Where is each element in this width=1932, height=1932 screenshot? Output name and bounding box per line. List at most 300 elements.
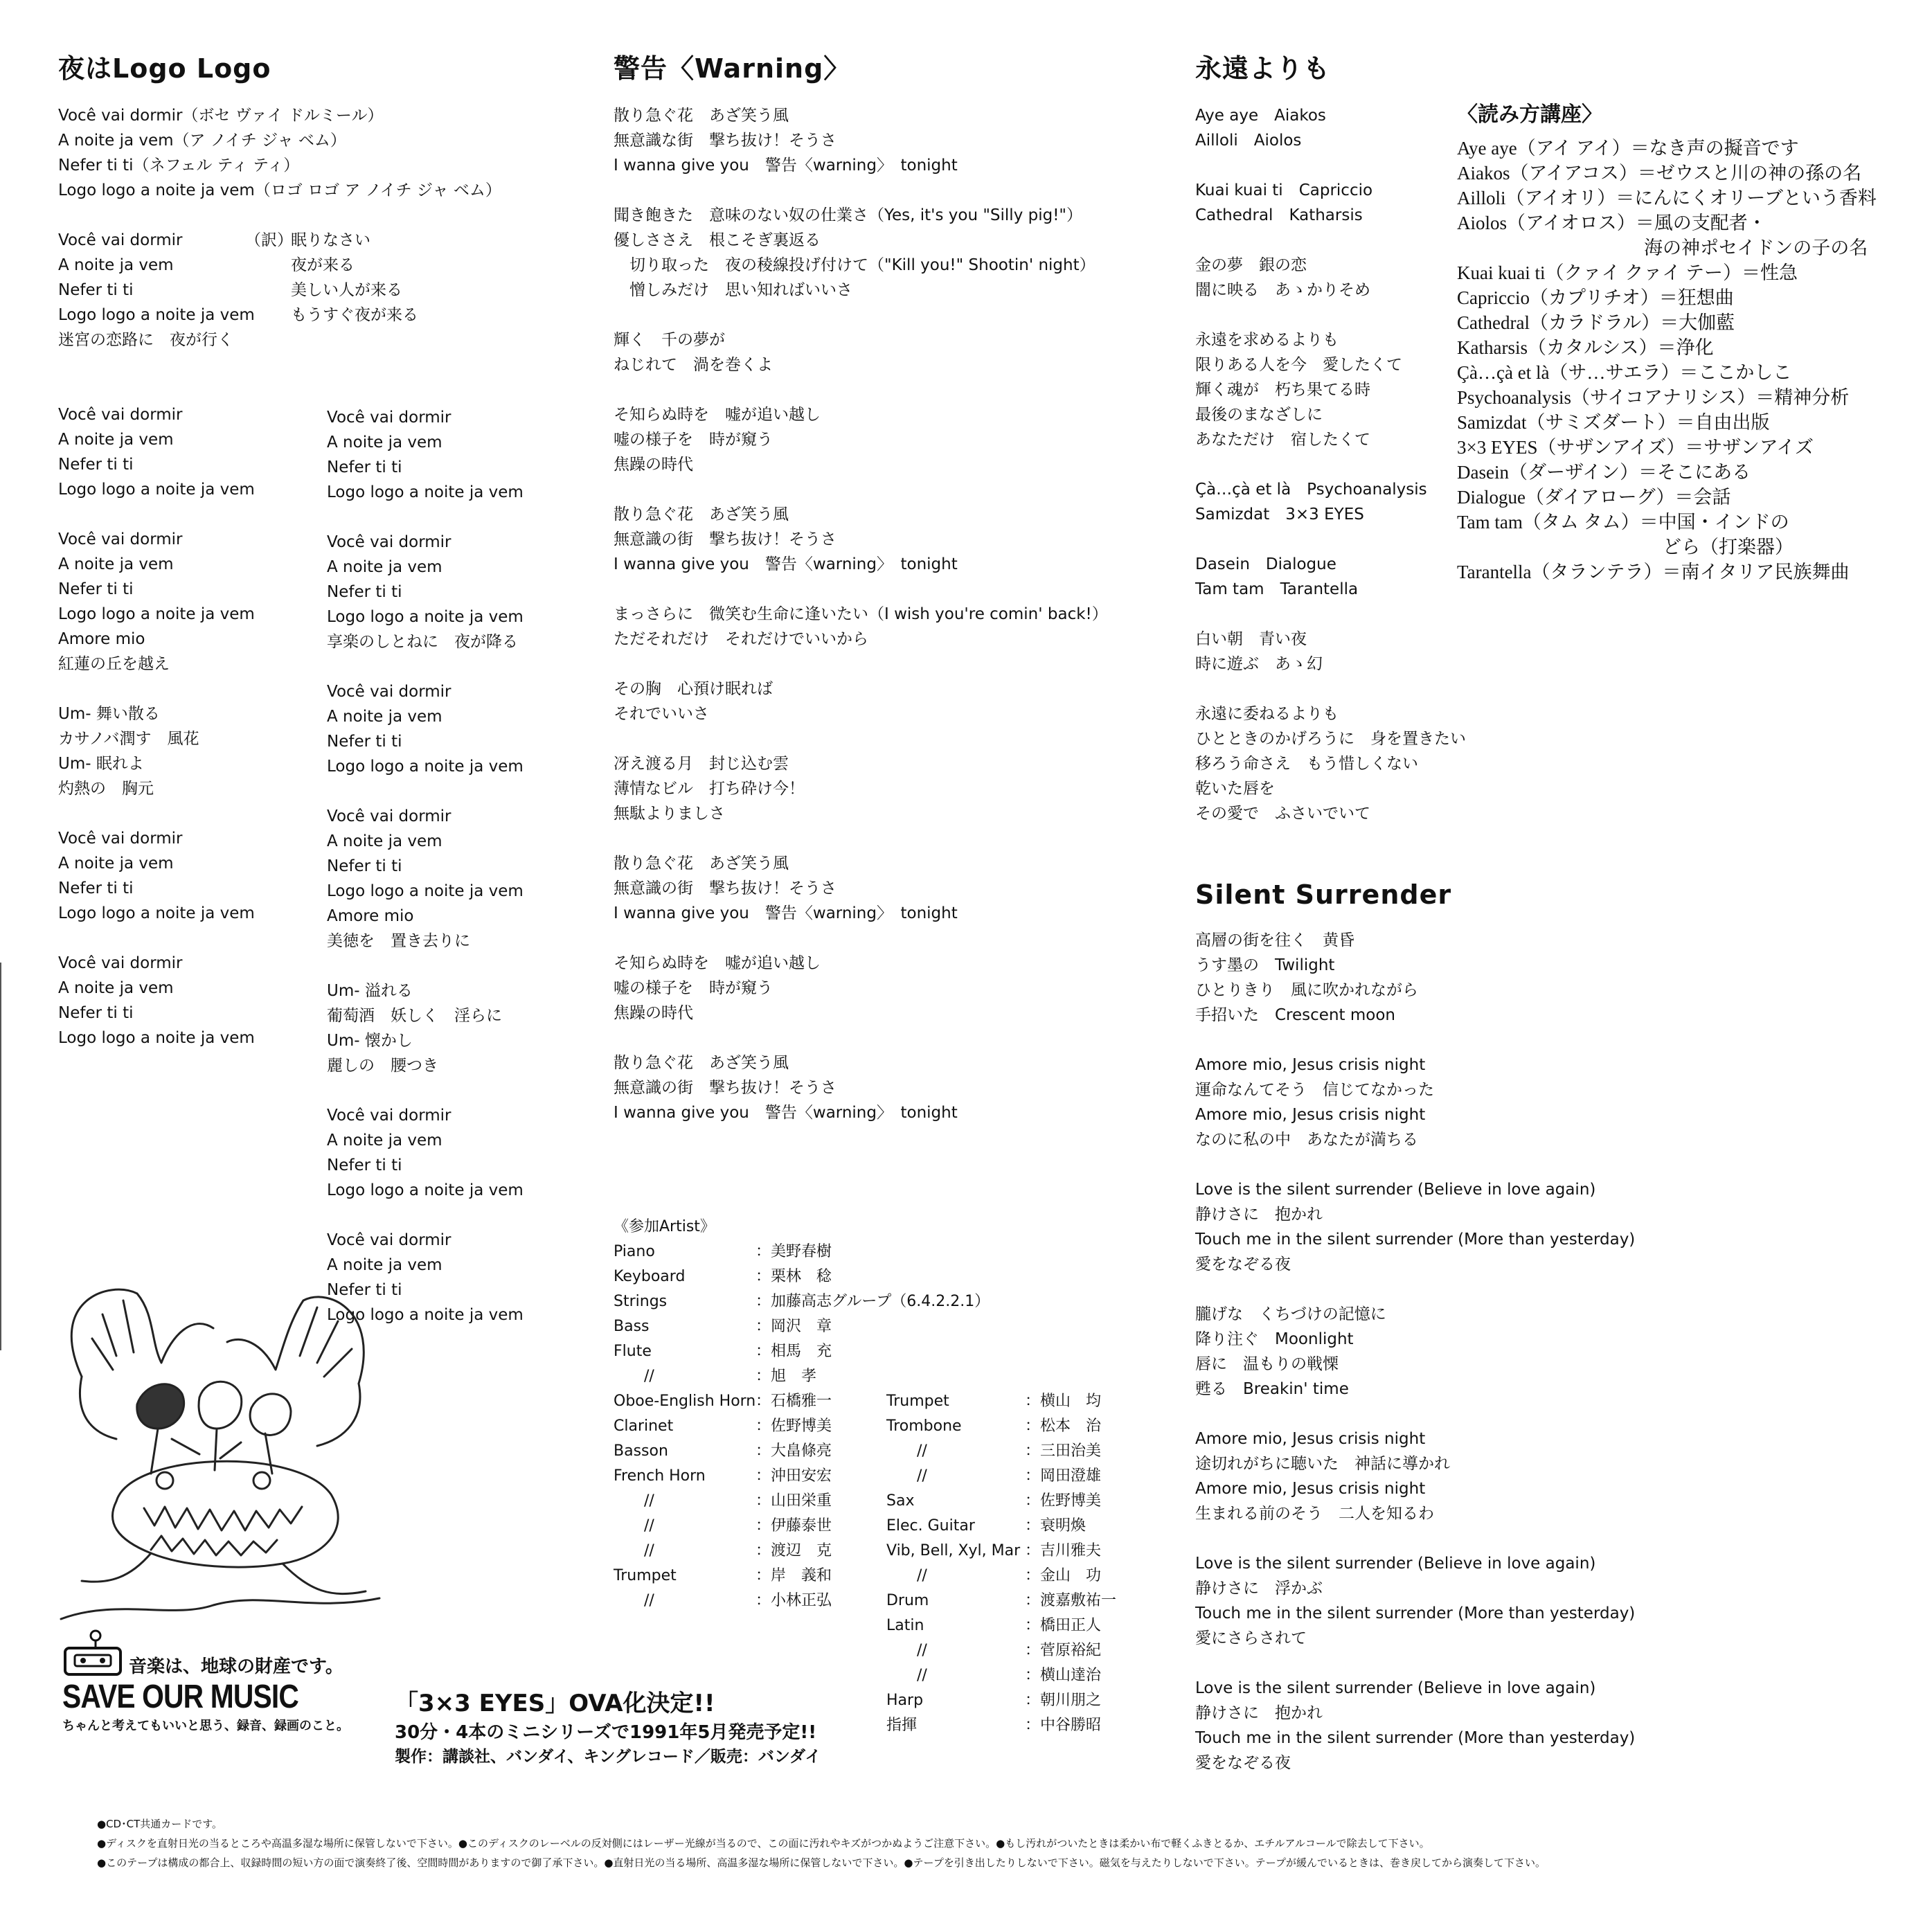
- credit-name: ：岡田澄雄: [1025, 1467, 1102, 1485]
- lyric-line: Touch me in the silent surrender (More than yesterday): [1195, 1729, 1636, 1747]
- song1-section: [58, 47, 584, 1324]
- care-notes: [97, 1814, 1546, 1872]
- credit-row: [614, 1364, 990, 1389]
- lyric-line: Logo logo a noite ja vem: [327, 483, 524, 501]
- glossary-entry: Cathedral（カラドラル）＝大伽藍: [1457, 312, 1735, 333]
- ova-release: 30分・4本のミニシリーズで1991年5月発売予定!!: [395, 1722, 817, 1743]
- lyric-line: ひとりきり 風に吹かれながら: [1195, 981, 1418, 999]
- credit-name: ：石橋雅一: [755, 1393, 832, 1410]
- credit-role: Latin: [886, 1617, 924, 1634]
- glossary-entry: Aye aye（アイ アイ）＝なき声の擬音です: [1457, 138, 1799, 159]
- credit-role: //: [886, 1442, 927, 1460]
- lyric-line: Love is the silent surrender (Believe in love again): [1195, 1181, 1596, 1199]
- credit-name: ：吉川雅夫: [1025, 1542, 1102, 1559]
- lyric-line: 途切れがちに聴いた 神話に導かれ: [1195, 1455, 1450, 1473]
- credit-role: Flute: [614, 1343, 652, 1360]
- lyric-line: Você vai dormir: [327, 1231, 451, 1249]
- ova-production: 製作：講談社、バンダイ、キングレコード／販売：バンダイ: [395, 1748, 821, 1766]
- lyric-line: Logo logo a noite ja vem: [327, 1306, 524, 1324]
- lyric-line: 時に遊ぶ あゝ幻: [1195, 655, 1323, 673]
- credit-name: ：旭 孝: [755, 1368, 817, 1385]
- lyric-line: Samizdat 3×3 EYES: [1195, 506, 1364, 524]
- lyric-line: Você vai dormir（ボセ ヴァイ ドルミール）: [58, 107, 384, 125]
- song4-title: Silent Surrender: [1195, 879, 1452, 910]
- lyric-line: 眠りなさい: [291, 231, 370, 249]
- glossary-entry: Dasein（ダーザイン）＝そこにある: [1457, 462, 1751, 483]
- credit-name: ：岡沢 章: [755, 1318, 832, 1335]
- lyric-line: カサノバ潤す 風花: [58, 730, 199, 748]
- song1-translation-left: [58, 228, 255, 352]
- lyric-line: Nefer ti ti: [58, 281, 134, 299]
- stanza: [327, 405, 590, 505]
- lyric-line: 嘘の様子を 時が窺う: [614, 431, 773, 449]
- credit-role: Keyboard: [614, 1268, 686, 1285]
- lyric-line: 散り急ぐ花 あざ笑う風: [614, 1054, 789, 1072]
- lyric-line: 紅蓮の丘を越え: [58, 655, 170, 673]
- lyric-line: 愛をなぞる夜: [1195, 1255, 1291, 1273]
- lyric-line: A noite ja vem: [327, 708, 442, 726]
- credit-row: [614, 1314, 990, 1339]
- glossary-entry: 3×3 EYES（サザンアイズ）＝サザンアイズ: [1457, 437, 1814, 458]
- lyric-line: Touch me in the silent surrender (More than yesterday): [1195, 1604, 1636, 1622]
- lyric-line: Logo logo a noite ja vem: [327, 882, 524, 900]
- lyric-line: Você vai dormir: [58, 231, 183, 249]
- stanza: [327, 1103, 590, 1203]
- lyric-line: Nefer ti ti: [58, 580, 134, 598]
- lyric-line: 美徳を 置き去りに: [327, 932, 470, 950]
- stanza: [327, 978, 590, 1078]
- credits-right-section: [886, 1389, 1116, 1738]
- lyric-line: I wanna give you 警告〈warning〉 tonight: [614, 904, 958, 922]
- lyric-line: 限りある人を今 愛したくて: [1195, 356, 1402, 374]
- lyric-line: Logo logo a noite ja vem: [327, 1181, 524, 1199]
- credit-name: ：大畠條亮: [755, 1442, 832, 1460]
- lyric-line: Um- 眠れよ: [58, 755, 144, 773]
- lyric-line: 冴え渡る月 封じ込む雲: [614, 755, 789, 773]
- lyric-line: 焦躁の時代: [614, 456, 693, 474]
- stanza: [1195, 701, 1611, 826]
- glossary-entry: Katharsis（カタルシス）＝浄化: [1457, 337, 1714, 358]
- song1-translation-label: （訳）: [245, 231, 293, 249]
- lyric-line: 生まれる前のそう 二人を知るわ: [1195, 1505, 1434, 1523]
- lyric-line: 手招いた Crescent moon: [1195, 1006, 1395, 1024]
- lyric-line: Aye aye Aiakos: [1195, 107, 1326, 125]
- lyric-line: Logo logo a noite ja vem: [58, 1029, 255, 1047]
- glossary-entry: Ailloli（アイオリ）＝にんにくオリーブという香料: [1457, 188, 1877, 208]
- credit-name: ：橋田正人: [1025, 1617, 1102, 1634]
- credit-name: ：沖田安宏: [755, 1467, 832, 1485]
- stanza: [1195, 1177, 1749, 1277]
- stanza: [58, 701, 321, 801]
- lyric-line: Ailloli Aiolos: [1195, 132, 1302, 150]
- credit-name: ：渡辺 克: [755, 1542, 832, 1559]
- credit-role: Harp: [886, 1692, 924, 1709]
- stanza: [327, 804, 590, 954]
- lyric-line: Amore mio, Jesus crisis night: [1195, 1430, 1426, 1448]
- lyric-line: 無意識の街 撃ち抜け！そうさ: [614, 530, 837, 548]
- credit-row: [614, 1289, 990, 1314]
- credit-name: ：三田治美: [1025, 1442, 1102, 1460]
- lyric-line: 静けさに 浮かぶ: [1195, 1580, 1323, 1598]
- lyric-line: Logo logo a noite ja vem: [58, 605, 255, 623]
- lyric-line: Nefer ti ti: [58, 879, 134, 897]
- credit-row: [886, 1414, 1116, 1439]
- lyric-line: 焦躁の時代: [614, 1004, 693, 1022]
- lyric-line: A noite ja vem: [327, 1132, 442, 1150]
- lyric-line: 嘘の様子を 時が窺う: [614, 979, 773, 997]
- credit-name: ：小林正弘: [755, 1592, 832, 1609]
- stanza: [614, 402, 1181, 477]
- credit-name: ：朝川朋之: [1025, 1692, 1102, 1709]
- credit-row: [886, 1489, 1116, 1514]
- glossary-entry: Kuai kuai ti（クァイ クァイ テー）＝性急: [1457, 262, 1798, 283]
- credit-role: Elec. Guitar: [886, 1517, 975, 1535]
- credit-name: ：渡嘉敷祐一: [1025, 1592, 1117, 1609]
- lyric-line: なのに私の中 あなたが満ちる: [1195, 1131, 1418, 1149]
- credit-row: [886, 1713, 1116, 1738]
- song1-intro: [58, 103, 584, 203]
- stanza: [614, 103, 1181, 178]
- lyric-line: Logo logo a noite ja vem: [327, 758, 524, 776]
- credit-name: ：山田栄重: [755, 1492, 832, 1510]
- credit-row: [886, 1688, 1116, 1713]
- lyric-line: Kuai kuai ti Capriccio: [1195, 181, 1373, 199]
- lyric-line: A noite ja vem: [58, 979, 174, 997]
- credit-role: 指揮: [886, 1717, 918, 1734]
- credit-row: [886, 1464, 1116, 1489]
- credit-row: [886, 1439, 1116, 1464]
- lyric-line: 運命なんてそう 信じてなかった: [1195, 1081, 1434, 1099]
- glossary-entry: Dialogue（ダイアローグ）＝会話: [1457, 487, 1731, 508]
- stanza: [58, 951, 321, 1050]
- glossary-entry: Aiolos（アイオロス）＝風の支配者・: [1457, 213, 1766, 233]
- cassette-icon: [62, 1629, 123, 1677]
- lyric-line: Cathedral Katharsis: [1195, 206, 1363, 224]
- lyric-line: Você vai dormir: [58, 406, 183, 424]
- lyric-line: 享楽のしとねに 夜が降る: [327, 633, 518, 651]
- lyric-line: 移ろう命さえ もう惜しくない: [1195, 755, 1418, 773]
- lyric-line: A noite ja vem（ア ノイチ ジャ ベム）: [58, 132, 346, 150]
- lyric-line: Nefer ti ti: [327, 1156, 402, 1174]
- glossary-heading: 〈読み方講座〉: [1457, 102, 1602, 127]
- lyric-line: あなただけ 宿したくて: [1195, 431, 1370, 449]
- lyric-line: 灼熱の 胸元: [58, 780, 154, 798]
- care-note: ●CD･CT共通カードです。: [97, 1818, 223, 1830]
- lyric-line: 葡萄酒 妖しく 淫らに: [327, 1007, 502, 1025]
- credit-row: [886, 1638, 1116, 1663]
- glossary-entry: Psychoanalysis（サイコアナリシス）＝精神分析: [1457, 387, 1850, 408]
- song1-translation-right: [291, 228, 418, 328]
- credit-name: ：横山 均: [1025, 1393, 1102, 1410]
- lyric-line: その愛で ふさいでいて: [1195, 805, 1370, 823]
- lyric-line: A noite ja vem: [58, 555, 174, 573]
- credit-role: French Horn: [614, 1467, 706, 1485]
- lyric-line: Você vai dormir: [58, 954, 183, 972]
- credit-role: Basson: [614, 1442, 668, 1460]
- lyric-line: 無駄よりましさ: [614, 805, 725, 823]
- credit-name: ：金山 功: [1025, 1567, 1102, 1584]
- glossary-entry: Samizdat（サミズダート）＝自由出版: [1457, 412, 1770, 433]
- glossary-list: [1457, 136, 1877, 584]
- care-note: ●ディスクを直射日光の当るところや高温多湿な場所に保管しないで下さい。●このディスクのレーベルの反対側にはレーザー光線が当るので、この面に汚れやキズがつかぬようご注意下さい。●もし汚れがついたときは柔かい布で軽くふきとるか、エチルアルコールで除去して下さい。: [97, 1837, 1430, 1850]
- lyric-line: 甦る Breakin' time: [1195, 1380, 1349, 1398]
- song4-lyrics: [1195, 928, 1749, 1776]
- lyric-line: Um- 溢れる: [327, 982, 413, 1000]
- lyric-line: Nefer ti ti（ネフェル ティ ティ）: [58, 156, 300, 175]
- glossary-entry: どら（打楽器）: [1457, 537, 1794, 557]
- lyric-line: Nefer ti ti: [327, 1281, 402, 1299]
- ova-headline: 「3×3 EYES」OVA化決定!!: [395, 1690, 715, 1717]
- lyric-line: その胸 心預け眠れば: [614, 680, 773, 698]
- lyric-line: Você vai dormir: [327, 533, 451, 551]
- credit-name: ：岸 義和: [755, 1567, 832, 1584]
- lyric-line: 散り急ぐ花 あざ笑う風: [614, 107, 789, 125]
- lyric-line: Amore mio, Jesus crisis night: [1195, 1056, 1426, 1074]
- glossary-entry: Tarantella（タランテラ）＝南イタリア民族舞曲: [1457, 562, 1850, 582]
- lyric-line: 散り急ぐ花 あざ笑う風: [614, 855, 789, 873]
- stanza: [614, 951, 1181, 1026]
- ova-announcement: [395, 1684, 821, 1766]
- care-note: ●このテープは構成の都合上、収録時間の短い方の面で演奏終了後、空間時間がありますので御了承下さい。●直射日光の当る場所、高温多湿な場所に保管しないで下さい。●テープを引き出したりしないで下さい。磁気を与えたりしないで下さい。テープが緩んでいるときは、巻き戻してから演奏して下さい。: [97, 1857, 1546, 1869]
- lyric-line: Amore mio: [58, 630, 145, 648]
- stanza: [58, 402, 321, 502]
- lyric-line: 静けさに 抱かれ: [1195, 1206, 1323, 1224]
- lyric-line: Você vai dormir: [327, 1107, 451, 1125]
- credit-role: //: [886, 1667, 927, 1684]
- credit-row: [614, 1264, 990, 1289]
- lyric-line: Love is the silent surrender (Believe in love again): [1195, 1555, 1596, 1573]
- song1-translation: [58, 228, 584, 377]
- lyric-line: 永遠を求めるよりも: [1195, 331, 1339, 349]
- stanza: [1195, 928, 1749, 1028]
- lyric-line: Você vai dormir: [58, 830, 183, 848]
- credit-role: Vib, Bell, Xyl, Mar: [886, 1542, 1021, 1559]
- dragon-illustration: [33, 1273, 393, 1633]
- lyric-line: 金の夢 銀の恋: [1195, 256, 1307, 274]
- song1-left-column: [58, 402, 321, 1075]
- stanza: [1195, 1551, 1749, 1651]
- credit-row: [614, 1339, 990, 1364]
- lyric-line: Dasein Dialogue: [1195, 555, 1336, 573]
- lyric-line: 高層の街を往く 黄昏: [1195, 931, 1354, 949]
- credit-role: Trumpet: [886, 1393, 949, 1410]
- lyric-line: A noite ja vem: [327, 558, 442, 576]
- stanza: [614, 602, 1181, 652]
- lyric-line: うす墨の Twilight: [1195, 956, 1335, 974]
- lyric-line: 夜が来る: [291, 256, 355, 274]
- lyric-line: 静けさに 抱かれ: [1195, 1704, 1323, 1722]
- stanza: [58, 527, 321, 677]
- lyric-line: 迷宮の恋路に 夜が行く: [58, 331, 233, 349]
- credit-row: [886, 1514, 1116, 1539]
- lyric-line: Logo logo a noite ja vem: [58, 481, 255, 499]
- credit-name: ：横山達治: [1025, 1667, 1102, 1684]
- lyric-line: Você vai dormir: [58, 530, 183, 548]
- song2-title: 警告〈Warning〉: [614, 53, 851, 84]
- glossary-section: [1457, 97, 1877, 584]
- lyric-line: 降り注ぐ Moonlight: [1195, 1330, 1354, 1348]
- song1-right-column: [327, 405, 590, 1352]
- lyric-line: I wanna give you 警告〈warning〉 tonight: [614, 555, 958, 573]
- lyric-line: 愛をなぞる夜: [1195, 1754, 1291, 1772]
- lyric-line: 乾いた唇を: [1195, 780, 1275, 798]
- save-our-music-title: SAVE OUR MUSIC: [62, 1679, 298, 1715]
- credit-name: ：相馬 充: [755, 1343, 832, 1360]
- credit-role: Piano: [614, 1243, 655, 1260]
- lyric-line: Nefer ti ti: [327, 458, 402, 476]
- credit-role: //: [614, 1368, 654, 1385]
- lyric-line: 輝く 千の夢が: [614, 331, 725, 349]
- lyric-line: 散り急ぐ花 あざ笑う風: [614, 506, 789, 524]
- lyric-line: まっさらに 微笑む生命に逢いたい（I wish you're comin' back!）: [614, 605, 1108, 623]
- lyric-line: Você vai dormir: [327, 683, 451, 701]
- credit-name: ：菅原裕紀: [1025, 1642, 1102, 1659]
- lyric-line: 切り取った 夜の稜線投げ付けて（"Kill you!" Shootin' night）: [614, 256, 1095, 274]
- credit-name: ：伊藤泰世: [755, 1517, 832, 1535]
- lyric-line: Você vai dormir: [327, 409, 451, 427]
- stanza: [614, 328, 1181, 377]
- lyric-line: Tam tam Tarantella: [1195, 580, 1359, 598]
- lyric-line: Nefer ti ti: [58, 456, 134, 474]
- stanza: [614, 751, 1181, 826]
- credit-role: Sax: [886, 1492, 915, 1510]
- credit-name: ：中谷勝昭: [1025, 1717, 1102, 1734]
- lyric-line: Logo logo a noite ja vem: [327, 608, 524, 626]
- save-our-music-logo: [62, 1652, 349, 1734]
- credit-role: Trombone: [886, 1417, 962, 1435]
- lyric-line: 闇に映る あゝかりそめ: [1195, 281, 1370, 299]
- credit-row: [886, 1539, 1116, 1564]
- page-edge-mark: [0, 963, 6, 1350]
- credits-right-list: [886, 1389, 1116, 1738]
- credit-role: //: [614, 1517, 654, 1535]
- credit-row: [886, 1663, 1116, 1688]
- credit-role: Drum: [886, 1592, 929, 1609]
- lyric-line: Nefer ti ti: [327, 583, 402, 601]
- credit-name: ：松本 治: [1025, 1417, 1102, 1435]
- lyric-line: ねじれて 渦を巻くよ: [614, 356, 773, 374]
- lyric-line: 唇に 温もりの戦慄: [1195, 1355, 1339, 1373]
- lyric-line: そ知らぬ時を 嘘が追い越し: [614, 406, 821, 424]
- stanza: [614, 203, 1181, 303]
- credit-name: ：栗林 稔: [755, 1268, 832, 1285]
- lyric-line: Amore mio, Jesus crisis night: [1195, 1106, 1426, 1124]
- credit-role: //: [614, 1592, 654, 1609]
- credit-role: Trumpet: [614, 1567, 677, 1584]
- stanza: [614, 851, 1181, 926]
- lyric-line: Love is the silent surrender (Believe in love again): [1195, 1679, 1596, 1697]
- save-our-music-tagline: 音楽は、地球の財産です。: [129, 1656, 343, 1677]
- glossary-entry: 海の神ポセイドンの子の名: [1457, 238, 1868, 258]
- lyric-line: Çà…çà et là Psychoanalysis: [1195, 481, 1427, 499]
- lyric-line: Logo logo a noite ja vem: [58, 904, 255, 922]
- song2-section: [614, 47, 1181, 1150]
- glossary-entry: Çà…çà et là（サ…サエラ）＝ここかしこ: [1457, 362, 1792, 383]
- stanza: [327, 679, 590, 779]
- credit-name: ：美野春樹: [755, 1243, 832, 1260]
- stanza: [1195, 1676, 1749, 1776]
- lyric-line: もうすぐ夜が来る: [291, 306, 418, 324]
- credit-name: ：佐野博美: [755, 1417, 832, 1435]
- lyric-line: 無意識の街 撃ち抜け！そうさ: [614, 879, 837, 897]
- song2-lyrics: [614, 103, 1181, 1125]
- lyric-line: A noite ja vem: [327, 433, 442, 451]
- save-our-music-caption: ちゃんと考えてもいいと思う、録音、録画のこと。: [62, 1719, 349, 1733]
- lyric-line: Touch me in the silent surrender (More than yesterday): [1195, 1231, 1636, 1249]
- credit-role: Oboe-English Horn: [614, 1393, 756, 1410]
- lyric-line: 最後のまなざしに: [1195, 406, 1323, 424]
- lyric-line: I wanna give you 警告〈warning〉 tonight: [614, 156, 958, 175]
- lyric-line: A noite ja vem: [327, 1256, 442, 1274]
- credit-row: [886, 1564, 1116, 1589]
- lyric-line: 輝く魂が 朽ち果てる時: [1195, 381, 1370, 399]
- credit-role: //: [886, 1567, 927, 1584]
- lyric-line: 愛にさらされて: [1195, 1629, 1307, 1647]
- lyric-line: 麗しの 腰つき: [327, 1057, 438, 1075]
- stanza: [614, 677, 1181, 726]
- lyric-line: そ知らぬ時を 嘘が追い越し: [614, 954, 821, 972]
- credit-row: [886, 1613, 1116, 1638]
- lyric-line: Amore mio, Jesus crisis night: [1195, 1480, 1426, 1498]
- song1-title: 夜はLogo Logo: [58, 53, 271, 84]
- lyric-line: 白い朝 青い夜: [1195, 630, 1307, 648]
- lyric-line: ただそれだけ それだけでいいから: [614, 630, 868, 648]
- stanza: [614, 1050, 1181, 1125]
- lyric-line: Você vai dormir: [327, 807, 451, 825]
- lyric-line: 朧げな くちづけの記憶に: [1195, 1305, 1386, 1323]
- lyric-line: それでいいさ: [614, 705, 709, 723]
- lyric-line: 聞き飽きた 意味のない奴の仕業さ（Yes, it's you "Silly pig!"）: [614, 206, 1083, 224]
- credit-role: Strings: [614, 1293, 668, 1310]
- lyric-line: Nefer ti ti: [327, 733, 402, 751]
- lyric-line: Nefer ti ti: [327, 857, 402, 875]
- credit-row: [614, 1240, 990, 1264]
- credit-name: ：佐野博美: [1025, 1492, 1102, 1510]
- lyric-line: Amore mio: [327, 907, 414, 925]
- stanza: [1195, 1053, 1749, 1152]
- credit-role: Bass: [614, 1318, 650, 1335]
- lyric-line: 薄情なビル 打ち砕け今！: [614, 780, 805, 798]
- credit-name: ：衰明煥: [1025, 1517, 1086, 1535]
- lyric-line: Um- 懐かし: [327, 1032, 413, 1050]
- glossary-entry: Aiakos（アイアコス）＝ゼウスと川の神の孫の名: [1457, 163, 1862, 184]
- stanza: [1195, 627, 1611, 677]
- stanza: [58, 826, 321, 926]
- lyric-line: Logo logo a noite ja vem（ロゴ ロゴ ア ノイチ ジャ ベム）: [58, 181, 501, 199]
- lyric-line: A noite ja vem: [58, 431, 174, 449]
- credit-row: [886, 1589, 1116, 1613]
- lyric-line: Logo logo a noite ja vem: [58, 306, 255, 324]
- lyric-line: 無意識の街 撃ち抜け！そうさ: [614, 1079, 837, 1097]
- credit-role: Clarinet: [614, 1417, 674, 1435]
- credit-name: ：加藤高志グループ（6.4.2.2.1）: [755, 1293, 990, 1310]
- credit-role: //: [886, 1467, 927, 1485]
- lyric-line: 無意識な街 撃ち抜け！そうさ: [614, 132, 837, 150]
- credit-role: //: [614, 1492, 654, 1510]
- credit-role: //: [886, 1642, 927, 1659]
- glossary-entry: Tam tam（タム タム）＝中国・インドの: [1457, 512, 1789, 533]
- lyric-line: Um- 舞い散る: [58, 705, 160, 723]
- lyric-line: 憎しみだけ 思い知ればいいさ: [614, 281, 852, 299]
- stanza: [614, 502, 1181, 577]
- glossary-entry: Capriccio（カプリチオ）＝狂想曲: [1457, 287, 1734, 308]
- credit-role: //: [614, 1542, 654, 1559]
- lyric-line: 優しささえ 根こそぎ裏返る: [614, 231, 821, 249]
- credit-row: [886, 1389, 1116, 1414]
- lyric-line: ひとときのかげろうに 身を置きたい: [1195, 730, 1466, 748]
- stanza: [1195, 1302, 1749, 1402]
- lyric-line: A noite ja vem: [58, 256, 174, 274]
